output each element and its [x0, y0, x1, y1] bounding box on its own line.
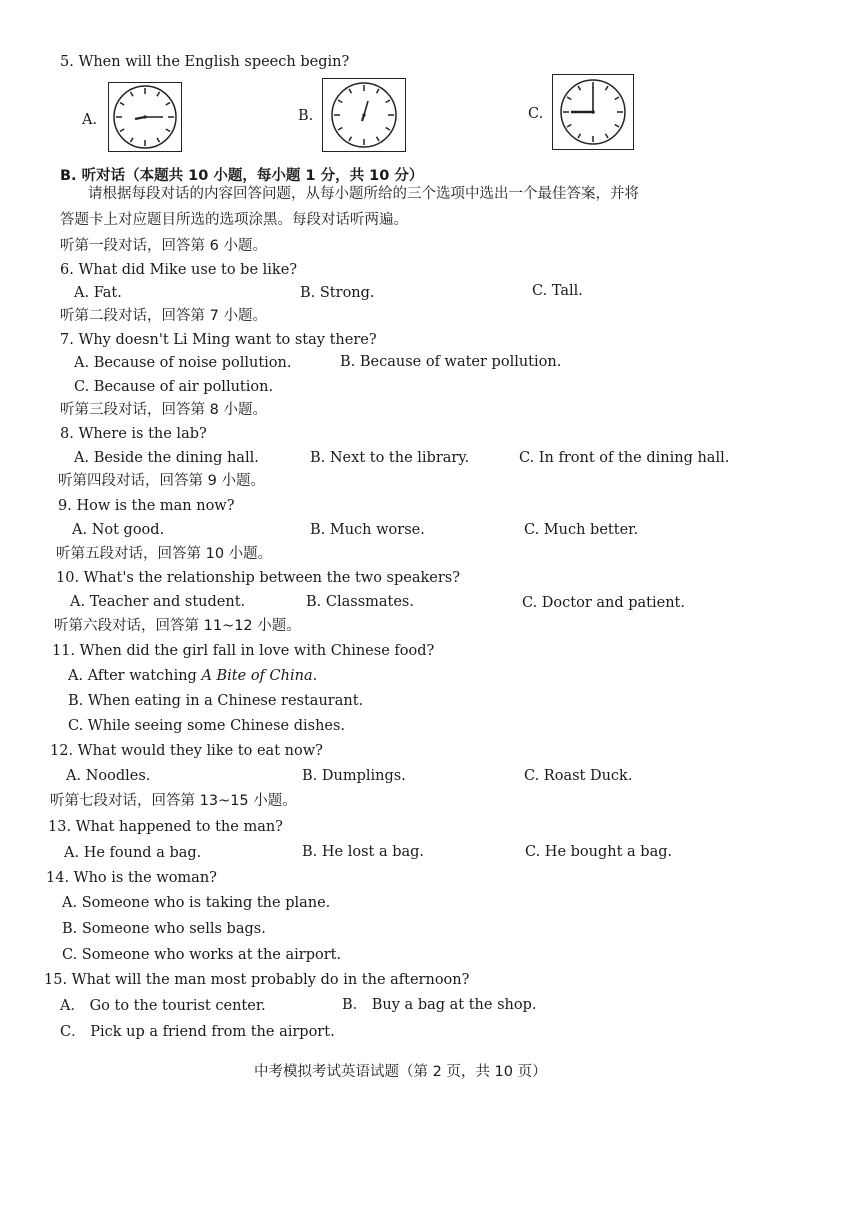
q10-question: 10. What's the relationship between the two speakers?: [56, 570, 461, 586]
q9-option-c: C. Much better.: [524, 522, 639, 538]
q13-question: 13. What happened to the man?: [48, 819, 283, 835]
q8-option-c: C. In front of the dining hall.: [519, 450, 730, 466]
dialogue-intro: 听第三段对话，回答第 8 小题。: [60, 402, 267, 418]
q5-question: 5. When will the English speech begin?: [60, 54, 350, 70]
q11-option-a-title: A Bite of China: [201, 668, 313, 684]
q14-option-a: A. Someone who is taking the plane.: [62, 895, 331, 911]
q8-option-b: B. Next to the library.: [310, 450, 470, 466]
q5-option-c-label: C.: [528, 106, 544, 122]
q10-option-c: C. Doctor and patient.: [522, 595, 685, 611]
q13-option-c: C. He bought a bag.: [525, 844, 673, 860]
q8-option-a: A. Beside the dining hall.: [74, 450, 259, 466]
q5-option-b-label: B.: [298, 108, 314, 124]
q11-option-a-suffix: .: [312, 668, 318, 684]
q14-question: 14. Who is the woman?: [46, 870, 217, 886]
q7-option-a: A. Because of noise pollution.: [74, 355, 292, 371]
dialogue-intro: 听第六段对话，回答第 11~12 小题。: [54, 618, 301, 634]
q8-question: 8. Where is the lab?: [60, 426, 207, 442]
q6-option-a: A. Fat.: [74, 285, 122, 301]
dialogue-intro: 听第一段对话，回答第 6 小题。: [60, 238, 267, 254]
q12-option-a: A. Noodles.: [66, 768, 151, 784]
q10-option-a: A. Teacher and student.: [70, 594, 246, 610]
q12-option-c: C. Roast Duck.: [524, 768, 633, 784]
dialogue-intro: 听第五段对话，回答第 10 小题。: [56, 546, 273, 562]
q9-option-b: B. Much worse.: [310, 522, 425, 538]
clock-b-icon: [326, 79, 402, 151]
q5-clock-b: [322, 78, 406, 152]
q11-question: 11. When did the girl fall in love with Chinese food?: [52, 643, 435, 659]
q7-option-b: B. Because of water pollution.: [340, 354, 562, 370]
q15-option-c: C． Pick up a friend from the airport.: [60, 1024, 335, 1040]
q5-option-a-label: A.: [82, 112, 98, 128]
section-b-instruction-2: 答题卡上对应题目所选的选项涂黑。每段对话听两遍。: [60, 212, 408, 228]
q5-clock-c: [552, 74, 634, 150]
q14-option-b: B. Someone who sells bags.: [62, 921, 266, 937]
q10-option-b: B. Classmates.: [306, 594, 414, 610]
clock-c-icon: [555, 75, 631, 149]
q6-question: 6. What did Mike use to be like?: [60, 262, 298, 278]
dialogue-intro: 听第二段对话，回答第 7 小题。: [60, 308, 267, 324]
dialogue-intro: 听第四段对话，回答第 9 小题。: [58, 473, 265, 489]
q11-option-a: [68, 666, 317, 686]
q9-question: 9. How is the man now?: [58, 498, 235, 514]
q11-option-a-prefix: A. After watching: [68, 668, 202, 684]
clock-a-icon: [111, 83, 179, 151]
q7-option-c: C. Because of air pollution.: [74, 379, 274, 395]
section-b-heading: B. 听对话（本题共 10 小题，每小题 1 分，共 10 分）: [60, 168, 424, 184]
q15-option-b: B． Buy a bag at the shop.: [342, 997, 537, 1013]
q15-question: 15. What will the man most probably do in the afternoon?: [44, 972, 470, 988]
page-footer: 中考模拟考试英语试题（第 2 页，共 10 页）: [254, 1064, 547, 1080]
q15-option-a: A． Go to the tourist center.: [60, 998, 266, 1014]
q5-clock-a: [108, 82, 182, 152]
q14-option-c: C. Someone who works at the airport.: [62, 947, 342, 963]
q11-option-c: C. While seeing some Chinese dishes.: [68, 718, 346, 734]
q13-option-b: B. He lost a bag.: [302, 844, 425, 860]
q13-option-a: A. He found a bag.: [64, 845, 202, 861]
q11-option-b: B. When eating in a Chinese restaurant.: [68, 693, 364, 709]
q6-option-b: B. Strong.: [300, 285, 375, 301]
q9-option-a: A. Not good.: [72, 522, 165, 538]
q12-question: 12. What would they like to eat now?: [50, 743, 323, 759]
section-b-instruction-1: 请根据每段对话的内容回答问题，从每小题所给的三个选项中选出一个最佳答案，并将: [88, 186, 639, 202]
q7-question: 7. Why doesn't Li Ming want to stay there?: [60, 332, 377, 348]
dialogue-intro: 听第七段对话，回答第 13~15 小题。: [50, 793, 297, 809]
q12-option-b: B. Dumplings.: [302, 768, 406, 784]
q6-option-c: C. Tall.: [532, 283, 583, 299]
